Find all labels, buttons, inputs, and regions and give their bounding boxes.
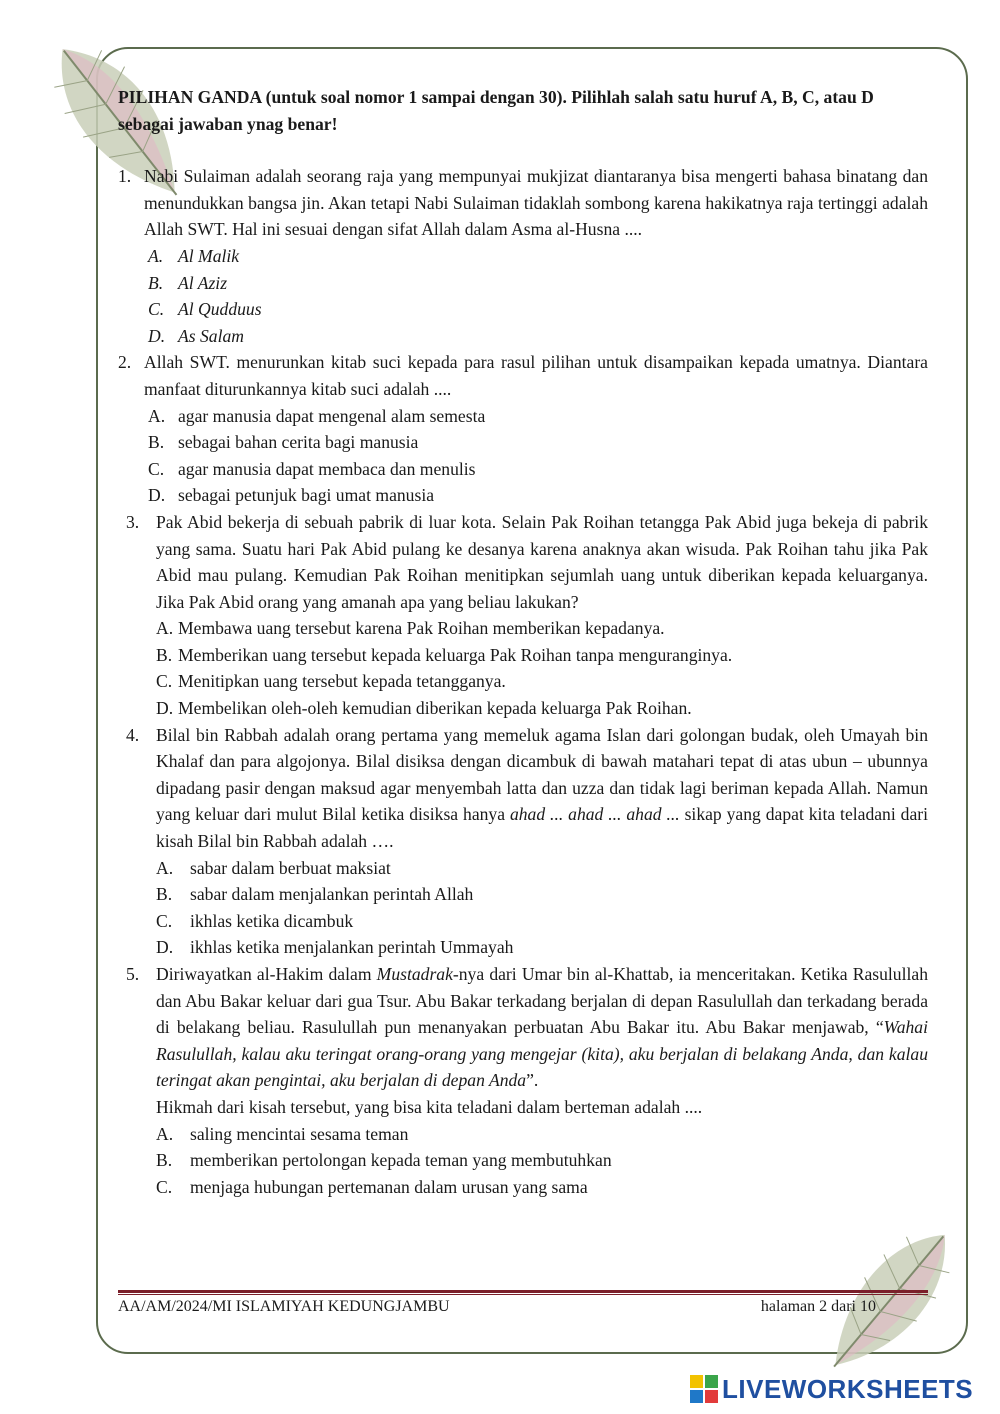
question-prompt: Hikmah dari kisah tersebut, yang bisa kita teladani dalam berteman adalah .... [156, 1096, 703, 1117]
question-text: Allah SWT. menurunkan kitab suci kepada para rasul pilihan untuk disampaikan kepada umatnya. Diantara manfaat diturunkannya kitab suci adalah .... [144, 352, 928, 399]
question-3 [118, 509, 928, 615]
option-d[interactable]: D. ikhlas ketika menjalankan perintah Ummayah [156, 937, 514, 958]
instructions-heading: PILIHAN GANDA (untuk soal nomor 1 sampai dengan 30). Pilihlah salah satu huruf A, B, C, atau D sebagai jawaban ynag benar! [118, 87, 874, 134]
question-text-close: ”. [526, 1070, 539, 1091]
option-d[interactable]: D. As Salam [148, 325, 244, 346]
question-number: 5. [126, 964, 140, 984]
question-number: 2. [118, 352, 132, 373]
option-a[interactable]: A. agar manusia dapat mengenal alam semesta [148, 405, 486, 426]
option-c[interactable]: C. Menitipkan uang tersebut kepada tetangganya. [156, 671, 506, 692]
option-d[interactable]: D. Membelikan oleh-oleh kemudian diberikan kepada keluarga Pak Roihan. [156, 698, 692, 719]
option-a[interactable]: A. saling mencintai sesama teman [156, 1123, 409, 1144]
option-c[interactable]: C. menjaga hubungan pertemanan dalam urusan yang sama [156, 1176, 588, 1197]
footer-page-number: halaman 2 dari 10 [760, 1298, 876, 1315]
footer-divider-thin [118, 1294, 928, 1295]
option-a[interactable]: A. Membawa uang tersebut karena Pak Roihan memberikan kepadanya. [156, 618, 665, 639]
page-footer [118, 1296, 928, 1318]
question-text-italic: ahad ... ahad ... ahad ... [509, 804, 680, 825]
option-c[interactable]: C. Al Qudduus [148, 299, 262, 320]
worksheet-content [118, 84, 928, 1200]
hadith-quote: Wahai Rasulullah, kalau aku teringat orang-orang yang mengejar (kita), aku berjalan di belakang Anda, dan kalau teringat akan pengintai, aku berjalan di depan Anda [156, 1017, 928, 1091]
option-b[interactable]: B. sabar dalam menjalankan perintah Allah [156, 884, 474, 905]
option-c[interactable]: C. agar manusia dapat membaca dan menulis [148, 458, 476, 479]
question-number: 3. [126, 511, 140, 532]
footer-divider [118, 1290, 928, 1293]
option-d[interactable]: D. sebagai petunjuk bagi umat manusia [148, 485, 435, 506]
option-a[interactable]: A. sabar dalam berbuat maksiat [156, 857, 391, 878]
option-c[interactable]: C. ikhlas ketika dicambuk [156, 910, 354, 931]
book-title: Mustadrak [376, 964, 453, 984]
question-text: Diriwayatkan al-Hakim dalam [156, 964, 377, 984]
question-number: 4. [126, 724, 140, 745]
liveworksheets-brand[interactable] [690, 1373, 973, 1405]
question-number: 1. [118, 166, 132, 187]
question-4 [118, 722, 928, 855]
question-5 [118, 961, 928, 1094]
question-text: Bilal bin Rabbah adalah orang pertama yang memeluk agama Islan dari golongan budak, oleh Umayah bin Khalaf dan para algojonya. Bilal disiksa dengan dicambuk di bawah matahari tepat di atas ubun – ubunnya dipadang pasir dengan maksud agar menyembah latta dan uzza dan tidak lagi beriman kepada Allah. Namun yang keluar dari mulut Bilal ketika disiksa hanya [156, 724, 928, 825]
option-b[interactable]: B. sebagai bahan cerita bagi manusia [148, 432, 419, 453]
option-b[interactable]: B. Al Aziz [148, 272, 228, 293]
question-text-cont: -nya dari Umar bin al-Khattab, ia menceritakan. Ketika Rasulullah dan Abu Bakar keluar dari gua Tsur. Abu Bakar terkadang berjalan di depan Rasulullah dan terkadang berada di belakang beliau. Rasulullah pun menanyakan perbuatan Abu Bakar itu. Abu Bakar menjawab, “ [156, 964, 928, 1038]
question-text-end: sikap yang dapat kita teladani dari kisah Bilal bin Rabbah adalah …. [156, 804, 929, 852]
brand-name: LIVEWORKSHEETS [722, 1373, 974, 1404]
liveworksheets-logo-icon [690, 1375, 718, 1403]
footer-document-code: AA/AM/2024/MI ISLAMIYAH KEDUNGJAMBU [118, 1298, 450, 1315]
option-b[interactable]: B. Memberikan uang tersebut kepada keluarga Pak Roihan tanpa menguranginya. [156, 644, 733, 665]
question-text: Nabi Sulaiman adalah seorang raja yang mempunyai mukjizat diantaranya bisa mengerti bahasa binatang dan menundukkan bangsa jin. Akan tetapi Nabi Sulaiman tidaklah sombong karena hakikatnya raja tertinggi adalah Allah SWT. Hal ini sesuai dengan sifat Allah dalam Asma al-Husna .... [144, 166, 928, 240]
option-b[interactable]: B. memberikan pertolongan kepada teman yang membutuhkan [156, 1150, 612, 1171]
option-a[interactable]: A. Al Malik [148, 245, 240, 266]
question-2 [118, 349, 928, 402]
question-text: Pak Abid bekerja di sebuah pabrik di luar kota. Selain Pak Roihan tetangga Pak Abid juga bekeja di pabrik yang sama. Suatu hari Pak Abid pulang ke desanya karena anaknya akan wisuda. Pak Roihan tahu jika Pak Abid mau pulang. Kemudian Pak Roihan menitipkan sejumlah uang untuk diberikan kepada keluarganya. Jika Pak Abid orang yang amanah apa yang beliau lakukan? [156, 511, 928, 612]
question-1 [118, 163, 928, 243]
